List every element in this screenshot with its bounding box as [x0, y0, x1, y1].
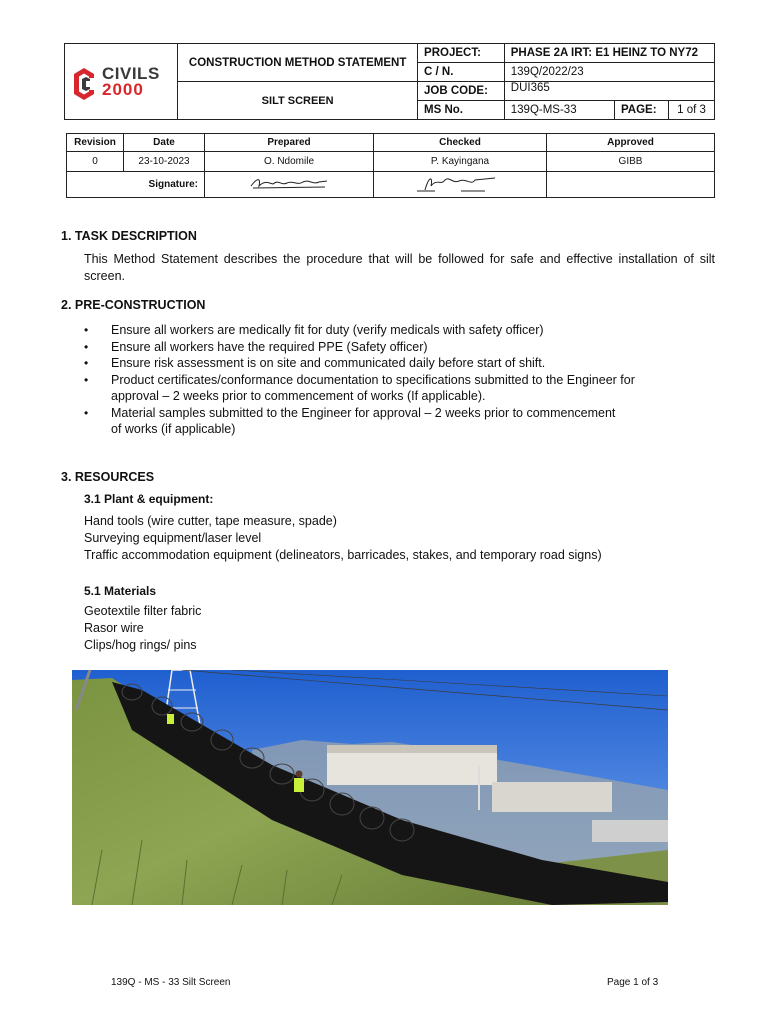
- logo-text-line1: CIVILS: [102, 64, 160, 83]
- signature-checked: [374, 172, 547, 198]
- materials-heading: 5.1 Materials: [84, 584, 157, 598]
- col-approved: Approved: [547, 134, 715, 152]
- list-item: • Ensure all workers are medically fit for duty (verify medicals with safety officer): [84, 322, 684, 339]
- list-item: • Product certificates/conformance documentation to specifications submitted to the Engineer for approval – 2 weeks prior to commencement of works (If applicable).: [84, 372, 684, 405]
- revision-table: [66, 133, 715, 198]
- signature-prepared: [205, 172, 374, 198]
- ms-label: MS No.: [418, 101, 505, 120]
- col-prepared: Prepared: [205, 134, 374, 152]
- logo-text-line2: 2000: [102, 80, 144, 99]
- cell-prepared: O. Ndomile: [205, 152, 374, 172]
- list-item: Rasor wire: [84, 621, 144, 635]
- signature-prepared-image: [247, 174, 331, 192]
- cell-checked: P. Kayingana: [374, 152, 547, 172]
- signature-approved: [547, 172, 715, 198]
- section-task-heading: 1. TASK DESCRIPTION: [61, 229, 197, 243]
- signature-checked-image: [415, 172, 505, 194]
- cell-approved: GIBB: [547, 152, 715, 172]
- job-label: JOB CODE:: [418, 82, 505, 101]
- col-checked: Checked: [374, 134, 547, 152]
- col-revision: Revision: [67, 134, 124, 152]
- list-item: Hand tools (wire cutter, tape measure, spade): [84, 514, 337, 528]
- section-task-text: This Method Statement describes the procedure that will be followed for safe and effective installation of silt screen.: [84, 252, 715, 283]
- doc-title: CONSTRUCTION METHOD STATEMENT: [178, 44, 418, 82]
- cn-label: C / N.: [418, 63, 505, 82]
- logo-mark-icon: [74, 68, 94, 100]
- list-item: Traffic accommodation equipment (delineators, barricades, stakes, and temporary road signs): [84, 548, 602, 562]
- signature-label: Signature:: [67, 172, 205, 198]
- plant-list: [84, 513, 602, 564]
- logo-cell: [65, 44, 178, 120]
- footer-left: 139Q - MS - 33 Silt Screen: [111, 977, 231, 988]
- cell-date: 23-10-2023: [124, 152, 205, 172]
- project-label: PROJECT:: [418, 44, 505, 63]
- footer-right: Page 1 of 3: [607, 977, 659, 988]
- list-item: • Ensure risk assessment is on site and communicated daily before start of shift.: [84, 355, 684, 372]
- cell-revision: 0: [67, 152, 124, 172]
- list-item: • Material samples submitted to the Engineer for approval – 2 weeks prior to commencement of works (if applicable): [84, 405, 684, 438]
- list-item: Geotextile filter fabric: [84, 604, 202, 618]
- pre-construction-list: [84, 322, 684, 438]
- list-item: Surveying equipment/laser level: [84, 531, 262, 545]
- section-resources-heading: 3. RESOURCES: [61, 470, 155, 484]
- header-table: [64, 43, 715, 120]
- section-pre-heading: 2. PRE-CONSTRUCTION: [61, 298, 206, 312]
- list-item: Clips/hog rings/ pins: [84, 638, 197, 652]
- page-value: 1 of 3: [669, 101, 715, 120]
- materials-list: [84, 603, 201, 654]
- project-value: PHASE 2A IRT: E1 HEINZ TO NY72: [504, 44, 714, 63]
- plant-heading: 3.1 Plant & equipment:: [84, 492, 214, 506]
- page-label: PAGE:: [614, 101, 668, 120]
- ms-value: 139Q-MS-33: [504, 101, 614, 120]
- list-item: • Ensure all workers have the required PPE (Safety officer): [84, 339, 684, 356]
- cn-value: 139Q/2022/23: [504, 63, 714, 82]
- job-value: DUI365: [504, 82, 714, 101]
- doc-subtitle: SILT SCREEN: [178, 82, 418, 120]
- site-photo: [72, 670, 668, 905]
- col-date: Date: [124, 134, 205, 152]
